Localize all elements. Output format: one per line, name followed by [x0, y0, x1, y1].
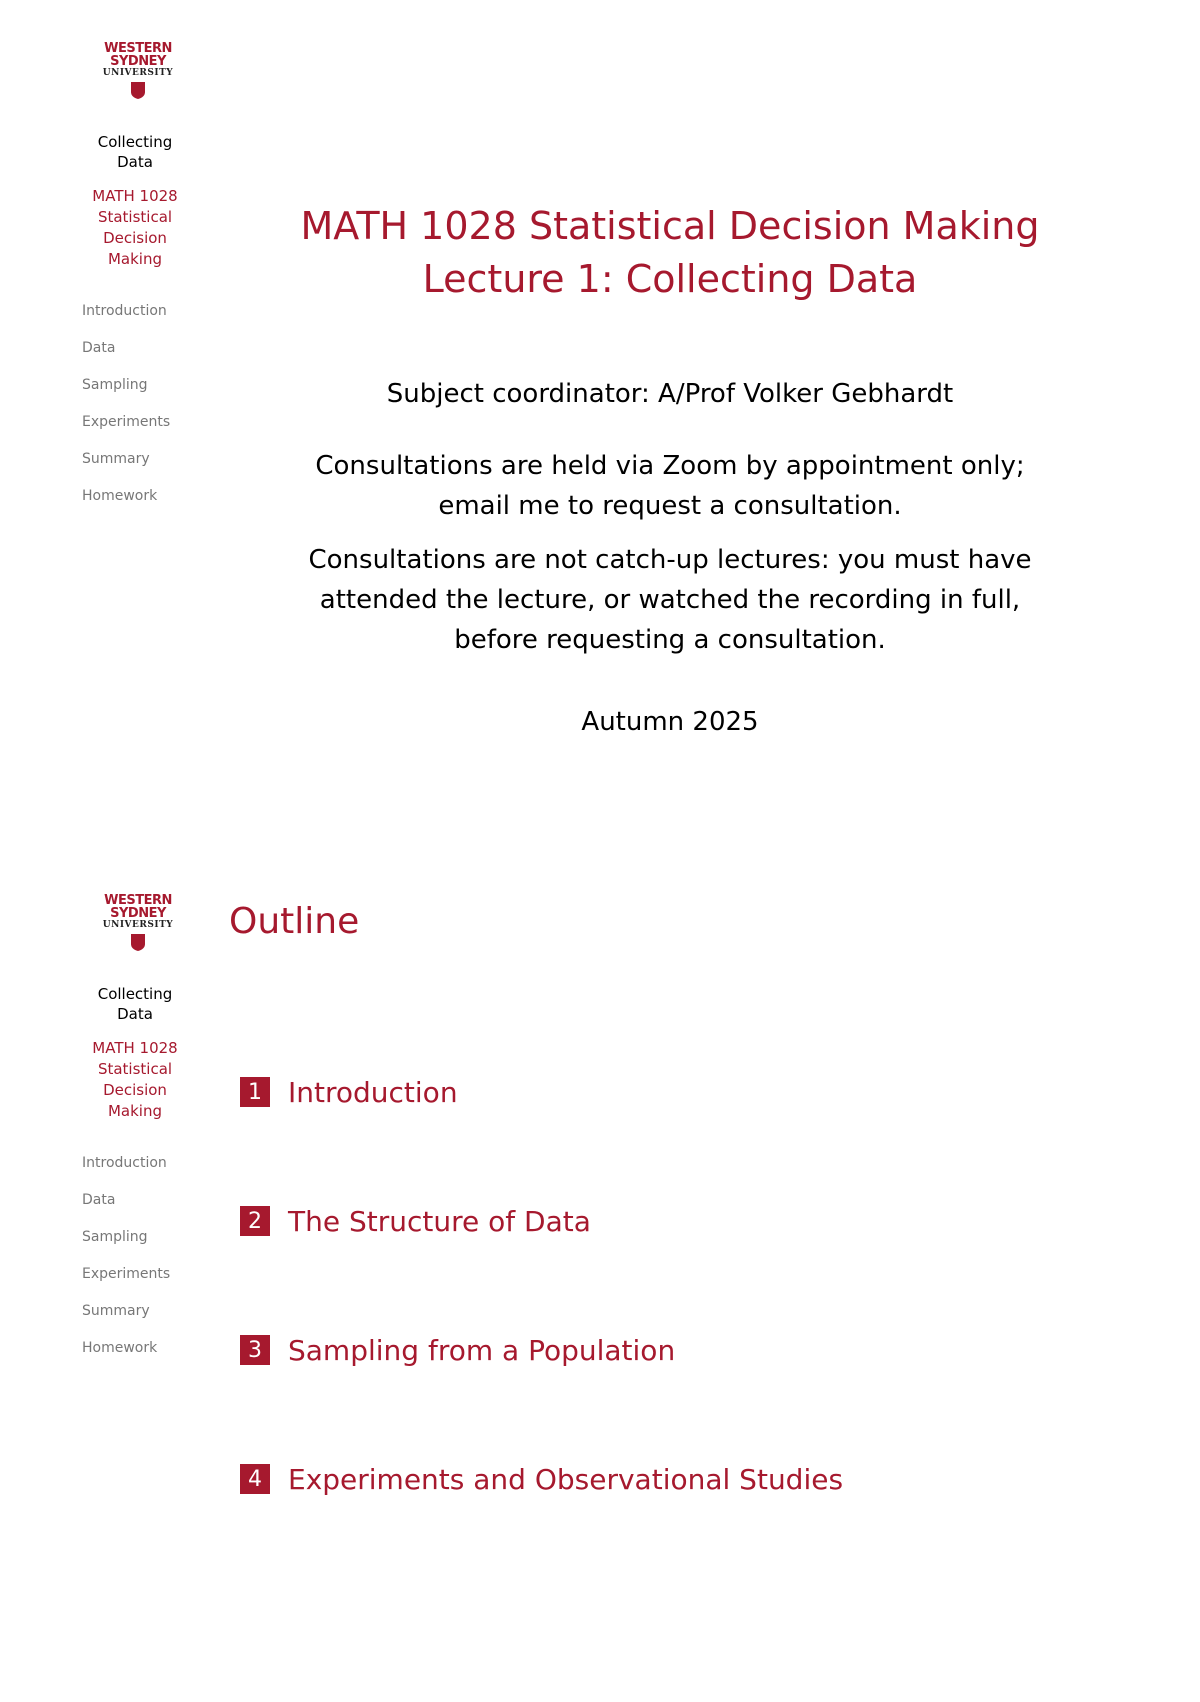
sidebar-nav [82, 302, 170, 524]
university-logo [78, 894, 198, 951]
sidebar-short-title: Collecting Data [97, 985, 173, 1023]
sidebar-course-title: MATH 1028 Statistical Decision Making [92, 1039, 178, 1120]
logo-text-western-sydney: WESTERN SYDNEY [104, 893, 172, 921]
outline-title: Outline [229, 901, 360, 942]
section-number-badge: 2 [240, 1206, 270, 1236]
outline-item-label: Sampling from a Population [288, 1333, 676, 1367]
sidebar-item-homework[interactable]: Homework [82, 488, 158, 504]
outline-item-sampling[interactable] [240, 1333, 675, 1367]
outline-slide [0, 852, 1200, 1702]
term-date: Autumn 2025 [581, 707, 759, 737]
sidebar-item-introduction[interactable]: Introduction [82, 303, 167, 319]
shield-icon [131, 934, 145, 951]
section-number-badge: 4 [240, 1464, 270, 1494]
logo-text-western-sydney: WESTERN SYDNEY [104, 41, 172, 69]
outline-item-experiments[interactable] [240, 1462, 843, 1496]
sidebar-short-title: Collecting Data [97, 133, 173, 171]
sidebar-item-introduction[interactable]: Introduction [82, 1155, 167, 1171]
sidebar-item-summary[interactable]: Summary [82, 1303, 150, 1319]
sidebar-item-data[interactable]: Data [82, 1192, 116, 1208]
sidebar-item-homework[interactable]: Homework [82, 1340, 158, 1356]
sidebar-nav [82, 1154, 170, 1376]
lecture-title: MATH 1028 Statistical Decision Making Lecture 1: Collecting Data [300, 204, 1040, 301]
title-slide [0, 0, 1200, 850]
consultation-policy: Consultations are not catch-up lectures: you must have attended the lecture, or watched the recording in full, before requesting a consultation. [308, 545, 1032, 655]
outline-item-label: The Structure of Data [288, 1204, 591, 1238]
outline-item-introduction[interactable] [240, 1075, 458, 1109]
sidebar-item-experiments[interactable]: Experiments [82, 1266, 171, 1282]
sidebar-item-sampling[interactable]: Sampling [82, 377, 148, 393]
logo-text-university: UNIVERSITY [102, 68, 174, 78]
university-logo [78, 42, 198, 99]
coordinator-text: Subject coordinator: A/Prof Volker Gebhardt [386, 379, 954, 409]
section-number-badge: 1 [240, 1077, 270, 1107]
sidebar-item-experiments[interactable]: Experiments [82, 414, 171, 430]
shield-icon [131, 82, 145, 99]
section-number-badge: 3 [240, 1335, 270, 1365]
outline-item-structure-of-data[interactable] [240, 1204, 591, 1238]
sidebar-item-summary[interactable]: Summary [82, 451, 150, 467]
sidebar-item-sampling[interactable]: Sampling [82, 1229, 148, 1245]
consultation-info: Consultations are held via Zoom by appointment only; email me to request a consultation. [315, 451, 1025, 521]
outline-item-label: Introduction [288, 1075, 458, 1109]
sidebar-item-data[interactable]: Data [82, 340, 116, 356]
outline-item-label: Experiments and Observational Studies [288, 1462, 844, 1496]
logo-text-university: UNIVERSITY [102, 920, 174, 930]
sidebar-course-title: MATH 1028 Statistical Decision Making [92, 187, 178, 268]
